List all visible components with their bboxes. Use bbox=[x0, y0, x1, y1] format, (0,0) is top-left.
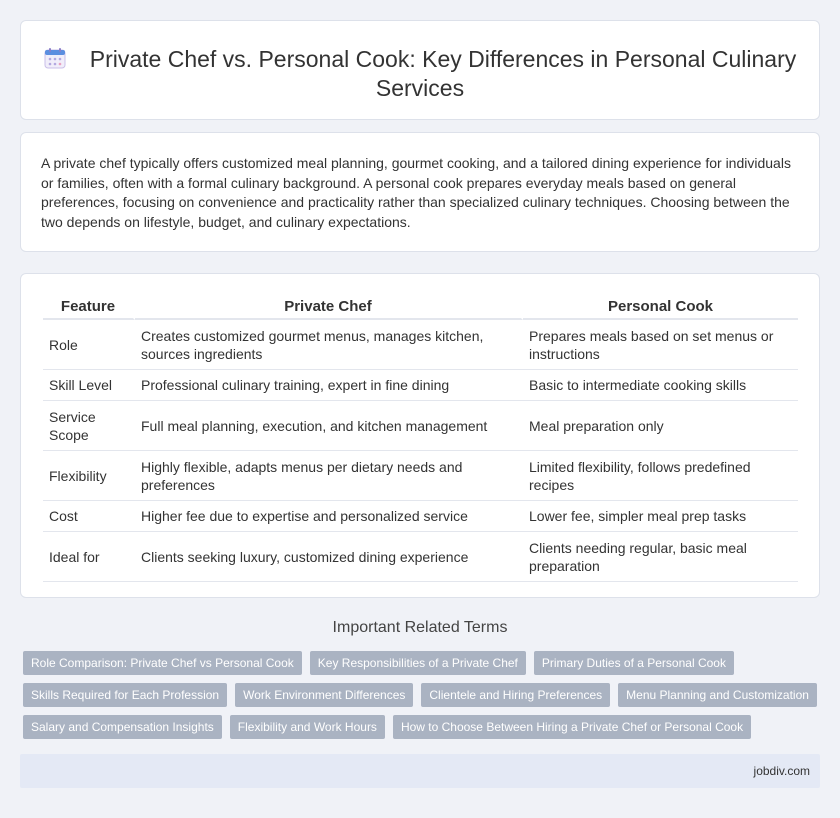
related-tag[interactable]: Work Environment Differences bbox=[235, 683, 413, 707]
related-tag[interactable]: Key Responsibilities of a Private Chef bbox=[310, 651, 526, 675]
personal-cook-cell: Prepares meals based on set menus or instructions bbox=[523, 320, 798, 370]
private-chef-cell: Creates customized gourmet menus, manages kitchen, sources ingredients bbox=[135, 320, 523, 370]
personal-cook-cell: Meal preparation only bbox=[523, 401, 798, 451]
intro-paragraph: A private chef typically offers customized meal planning, gourmet cooking, and a tailored dining experience for individuals or families, often with a formal culinary background. A personal cook prepares everyday meals based on general preferences, focusing on convenience and practicality rather than specialized culinary techniques. Choosing between the two depends on lifestyle, budget, and culinary expectations. bbox=[41, 155, 791, 230]
private-chef-cell: Highly flexible, adapts menus per dietary needs and preferences bbox=[135, 451, 523, 501]
table-row bbox=[43, 532, 798, 582]
private-chef-cell: Higher fee due to expertise and personalized service bbox=[135, 501, 523, 532]
personal-cook-cell: Limited flexibility, follows predefined recipes bbox=[523, 451, 798, 501]
footer-bar bbox=[20, 754, 820, 788]
feature-cell: Service Scope bbox=[43, 401, 135, 451]
table-row bbox=[43, 451, 798, 501]
related-tag[interactable]: Role Comparison: Private Chef vs Personal Cook bbox=[23, 651, 302, 675]
table-row bbox=[43, 320, 798, 370]
page-title: Private Chef vs. Personal Cook: Key Differences in Personal Culinary Services bbox=[89, 46, 797, 101]
related-tag[interactable]: Clientele and Hiring Preferences bbox=[421, 683, 610, 707]
personal-cook-cell: Lower fee, simpler meal prep tasks bbox=[523, 501, 798, 532]
feature-cell: Role bbox=[43, 320, 135, 370]
feature-cell: Flexibility bbox=[43, 451, 135, 501]
tag-row bbox=[23, 683, 823, 707]
feature-cell: Ideal for bbox=[43, 532, 135, 582]
tag-row bbox=[23, 715, 823, 739]
column-header-private-chef: Private Chef bbox=[135, 296, 523, 320]
private-chef-cell: Full meal planning, execution, and kitchen management bbox=[135, 401, 523, 451]
table-header-row bbox=[43, 296, 798, 320]
personal-cook-cell: Basic to intermediate cooking skills bbox=[523, 370, 798, 401]
calendar-icon bbox=[44, 47, 66, 69]
related-terms-title: Important Related Terms bbox=[332, 619, 508, 636]
column-header-feature: Feature bbox=[43, 296, 135, 320]
related-tag[interactable]: Menu Planning and Customization bbox=[618, 683, 817, 707]
related-tag[interactable]: Primary Duties of a Personal Cook bbox=[534, 651, 734, 675]
header-card bbox=[20, 20, 820, 120]
related-tag[interactable]: How to Choose Between Hiring a Private Chef or Personal Cook bbox=[393, 715, 751, 739]
column-header-personal-cook: Personal Cook bbox=[523, 296, 798, 320]
related-tag[interactable]: Skills Required for Each Profession bbox=[23, 683, 227, 707]
related-terms-tags bbox=[23, 651, 823, 747]
table-row bbox=[43, 401, 798, 451]
related-tag[interactable]: Flexibility and Work Hours bbox=[230, 715, 385, 739]
tag-row bbox=[23, 651, 823, 675]
related-tag[interactable]: Salary and Compensation Insights bbox=[23, 715, 222, 739]
intro-card bbox=[20, 132, 820, 252]
private-chef-cell: Professional culinary training, expert in fine dining bbox=[135, 370, 523, 401]
comparison-table bbox=[43, 296, 798, 582]
table-row bbox=[43, 501, 798, 532]
footer-site-link[interactable]: jobdiv.com bbox=[753, 764, 810, 778]
private-chef-cell: Clients seeking luxury, customized dining experience bbox=[135, 532, 523, 582]
feature-cell: Cost bbox=[43, 501, 135, 532]
table-row bbox=[43, 370, 798, 401]
page-title-wrap bbox=[21, 45, 819, 103]
feature-cell: Skill Level bbox=[43, 370, 135, 401]
comparison-table-card bbox=[20, 273, 820, 598]
personal-cook-cell: Clients needing regular, basic meal preparation bbox=[523, 532, 798, 582]
